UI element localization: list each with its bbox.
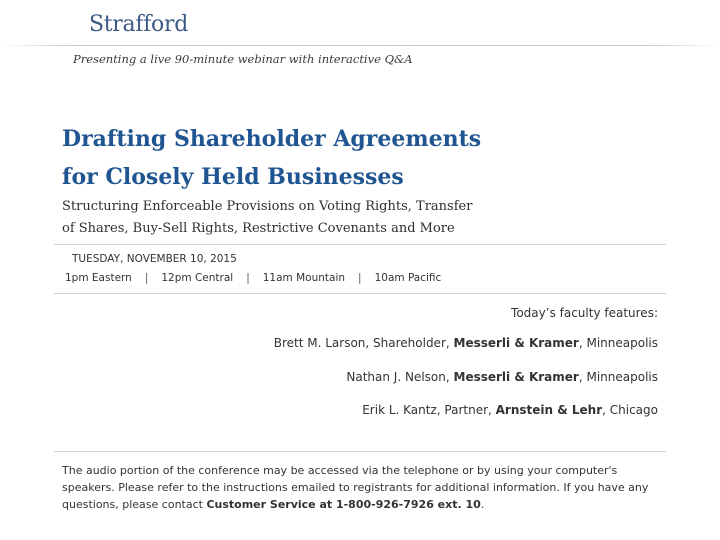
time-separator: | — [246, 272, 250, 284]
time-separator: | — [144, 272, 149, 284]
faculty-name: Brett M. Larson, Shareholder, — [273, 336, 454, 350]
strafford-logo: Strafford — [89, 12, 188, 37]
header-divider — [0, 45, 720, 46]
faculty-name: Nathan J. Nelson, — [346, 370, 454, 384]
faculty-location: , Minneapolis — [578, 336, 658, 350]
subtitle-line-1: Structuring Enforceable Provisions on Voting Rights, Transfer — [62, 199, 473, 214]
customer-service-contact: Customer Service at 1-800-926-7926 ext. 10 — [206, 498, 481, 511]
title-line-2: for Closely Held Businesses — [62, 164, 404, 190]
audio-notice-text: The audio portion of the conference may be accessed via the telephone or by using your computer's speakers. Please refer to the instructions emailed to registrants for additional information. If you have any questions, please contact — [62, 464, 649, 511]
faculty-location: , Minneapolis — [578, 370, 658, 384]
audio-notice-end: . — [480, 498, 485, 511]
subtitle-line-2: of Shares, Buy-Sell Rights, Restrictive Covenants and More — [62, 221, 455, 236]
faculty-member — [362, 403, 658, 417]
faculty-firm: Arnstein & Lehr — [495, 403, 603, 417]
time-eastern: 1pm Eastern — [65, 272, 132, 284]
audio-notice — [62, 462, 662, 513]
webinar-date: TUESDAY, NOVEMBER 10, 2015 — [72, 253, 237, 265]
time-pacific: 10am Pacific — [374, 272, 442, 284]
faculty-heading: Today’s faculty features: — [511, 306, 658, 320]
schedule-bottom-divider — [54, 293, 666, 294]
time-central: 12pm Central — [161, 272, 234, 284]
webinar-times — [65, 272, 441, 284]
faculty-member — [274, 336, 658, 350]
faculty-member — [346, 370, 658, 384]
webinar-subtitle — [62, 196, 502, 240]
faculty-firm: Messerli & Kramer — [453, 336, 579, 350]
time-mountain: 11am Mountain — [262, 272, 346, 284]
webinar-tagline: Presenting a live 90-minute webinar with interactive Q&A — [73, 52, 413, 66]
faculty-name: Erik L. Kantz, Partner, — [362, 403, 496, 417]
webinar-title — [62, 120, 702, 196]
time-separator: | — [358, 272, 362, 284]
faculty-location: , Chicago — [602, 403, 658, 417]
title-line-1: Drafting Shareholder Agreements — [62, 126, 482, 152]
faculty-firm: Messerli & Kramer — [453, 370, 579, 384]
schedule-top-divider — [54, 244, 666, 245]
audio-divider — [54, 451, 666, 452]
